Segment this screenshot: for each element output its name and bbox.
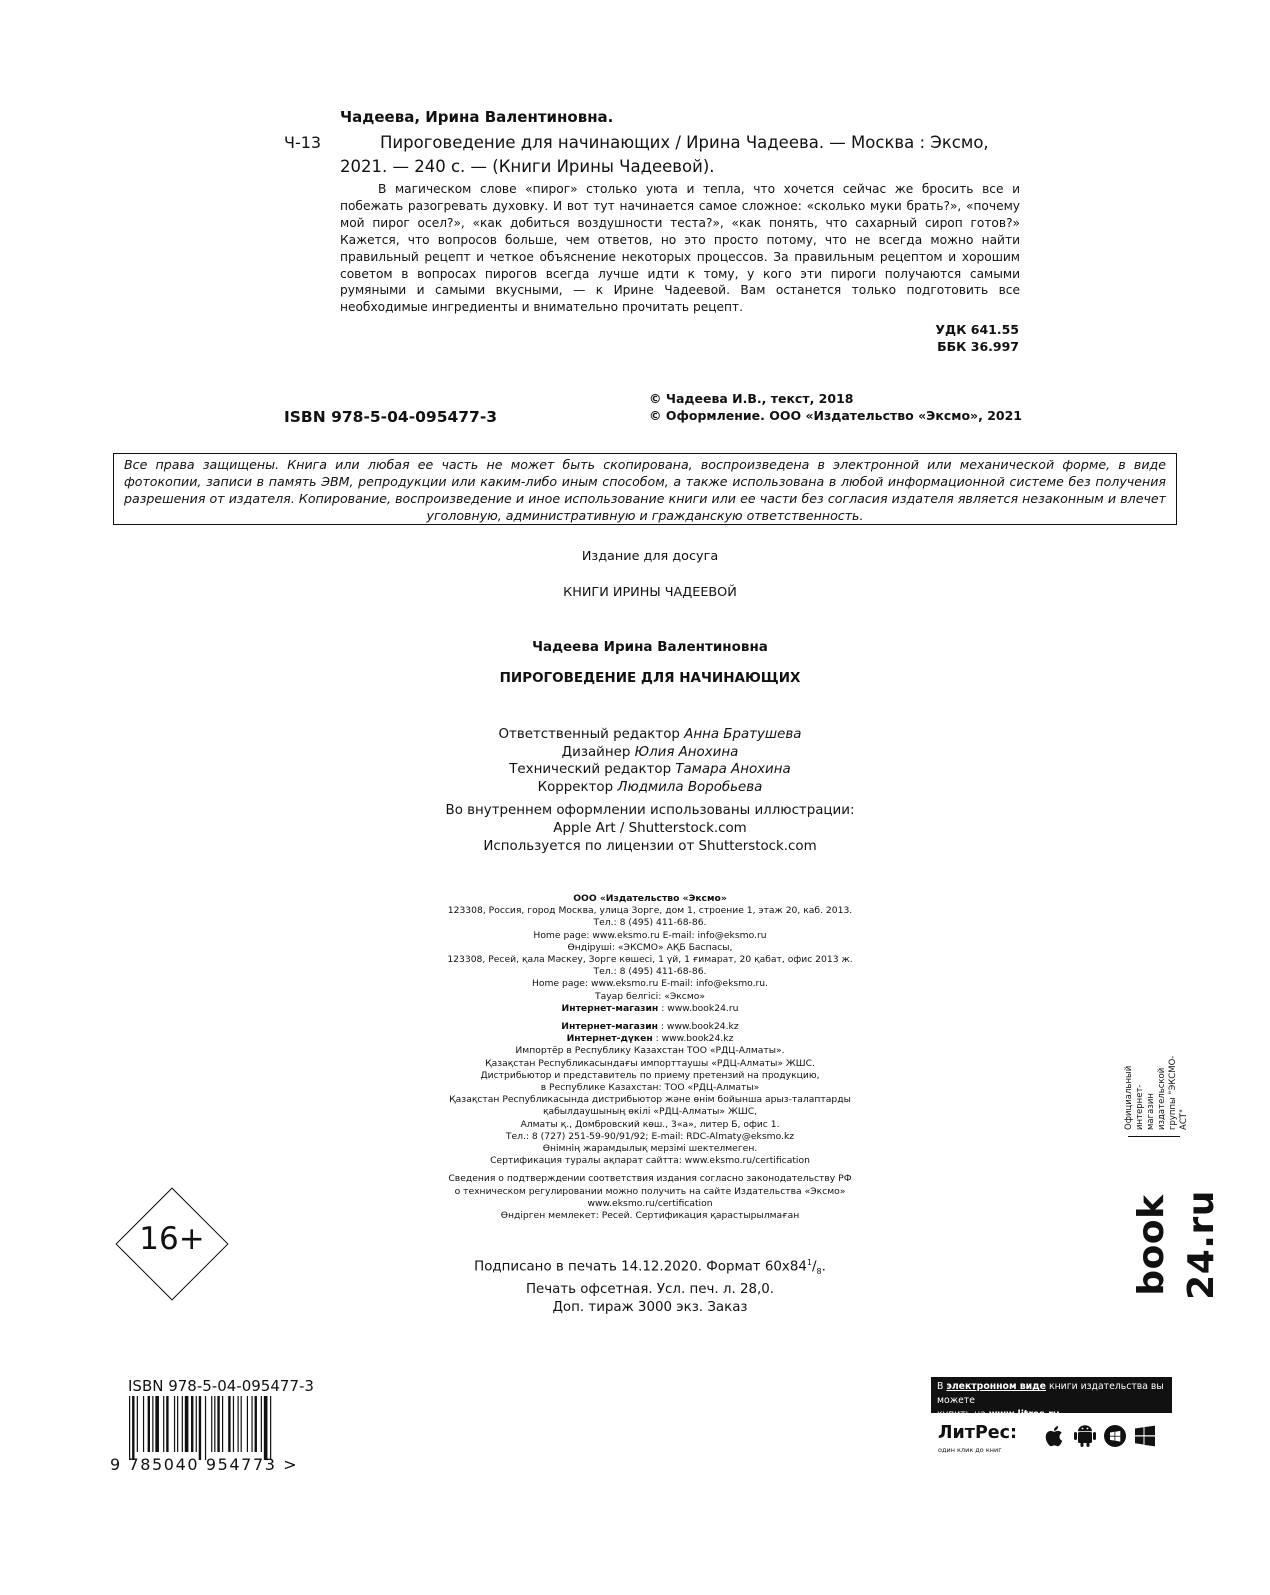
publisher-info	[0, 893, 1270, 1222]
barcode-bar	[241, 1396, 242, 1452]
staff-name: Анна Братушева	[684, 727, 802, 742]
publisher-line: Тауар белгісі: «Эксмо»	[594, 990, 706, 1002]
barcode-bar	[255, 1396, 257, 1452]
barcode-bar	[163, 1396, 164, 1452]
shop-line	[0, 1033, 1270, 1045]
barcode-bar	[261, 1396, 262, 1452]
print-line-1: Подписано в печать 14.12.2020. Формат $60x84^1/_8$.	[474, 1258, 826, 1277]
barcode-bar	[137, 1396, 138, 1452]
isbn-main: ISBN 978-5-04-095477-3	[284, 408, 498, 426]
litres-banner	[931, 1377, 1172, 1420]
staff-line	[0, 761, 1270, 779]
book24-divider	[1128, 1136, 1180, 1137]
barcode-bar	[148, 1396, 150, 1452]
android-icon	[1073, 1423, 1097, 1449]
apple-icon	[1043, 1423, 1067, 1449]
staff-role: Технический редактор	[509, 762, 672, 777]
barcode-bar	[211, 1396, 212, 1452]
staff-role: Ответственный редактор	[498, 727, 680, 742]
barcode-bar	[174, 1396, 175, 1452]
publisher-line: Өнімнің жарамдылық мерзімі шектелмеген.	[542, 1143, 758, 1155]
os-icons	[1043, 1423, 1173, 1455]
catalog-author: Чадеева, Ирина Валентиновна.	[340, 108, 614, 126]
publisher-line: www.eksmo.ru/certification	[587, 1197, 713, 1209]
catalog-code: Ч-13	[284, 133, 322, 152]
format-end: .	[821, 1259, 826, 1275]
staff-name: Людмила Воробьева	[617, 779, 763, 795]
shop-line	[0, 1003, 1270, 1015]
age-rating-text: 16+	[139, 1221, 205, 1257]
barcode-bar	[247, 1396, 248, 1452]
format-text: Подписано в печать 14.12.2020. Формат 60x84	[474, 1259, 807, 1275]
publisher-line: Өндіруші: «ЭКСМО» АҚБ Баспасы,	[567, 941, 733, 953]
staff-name: Юлия Анохина	[634, 744, 739, 760]
classification-codes	[935, 321, 1019, 355]
publisher-line: о техническом регулировании можно получить на сайте Издательства «Эксмо»	[454, 1185, 846, 1197]
age-rating-badge	[116, 1188, 228, 1300]
publisher-line: Дистрибьютор и представитель по приему претензий на продукцию,	[480, 1069, 820, 1081]
copyright-text: © Чадеева И.В., текст, 2018	[649, 391, 854, 406]
publisher-line: Импортёр в Республику Казахстан ТОО «РДЦ-Алматы».	[515, 1045, 785, 1057]
shop-label: Интернет-магазин	[561, 1021, 658, 1033]
barcode-digits: 9 785040 954773 >	[110, 1455, 299, 1474]
edition-type: Издание для досуга	[581, 549, 719, 564]
publisher-line: Home page: www.eksmo.ru E-mail: info@eksmo.ru	[533, 929, 767, 941]
litres-logo: ЛитРес:	[938, 1423, 1018, 1443]
format-sub: 8	[816, 1267, 822, 1277]
barcode-bar	[166, 1396, 168, 1452]
publisher-line: қабылдаушының өкілі «РДЦ-Алматы» ЖШС,	[542, 1106, 758, 1118]
banner-text: книги издательства вы можете	[937, 1381, 1164, 1406]
copyright-design: © Оформление. ООО «Издательство «Эксмо», 2021	[649, 408, 1022, 423]
barcode-bar	[264, 1396, 268, 1460]
format-sup: 1	[806, 1258, 812, 1267]
publisher-line: Тел.: 8 (727) 251-59-90/91/92; E-mail: RDC-Almaty@eksmo.kz	[505, 1130, 795, 1142]
publisher-line: Тел.: 8 (495) 411-68-86.	[593, 917, 707, 929]
catalog-abstract: В магическом слове «пирог» столько уюта и тепла, что хочется сейчас же бросить все и побежать разогревать духовку. И вот тут начинается самое сложное: «сколько муки брать?», «почему мой пирог осел?», «как добиться воздушности теста?», «как понять, что сахарный сироп готов?» Кажется, что вопросов больше, чем ответов, но это просто потому, что не всегда можно найти правильный рецепт и четкое объяснение некоторых процессов. За правильным рецептом и хорошим советом в вопросах пирогов всегда лучше идти к тому, у кого эти пироги получаются самыми румяными и самыми вкусными, — к Ирине Чадеевой. Вам останется только подготовить все необходимые ингредиенты и внимательно прочитать рецепт.	[340, 182, 1020, 315]
barcode-bar	[199, 1396, 201, 1460]
publisher-line: Қазақстан Республикасындағы импорттаушы «РДЦ-Алматы» ЖШС.	[485, 1057, 815, 1069]
barcode-bar	[222, 1396, 223, 1452]
book24-tagline: Официальный интернет-магазин издательской группы "ЭКСМО-АСТ"	[1124, 1055, 1189, 1130]
shop-url: : www.book24.ru	[658, 1002, 739, 1014]
publisher-line: 123308, Ресей, қала Мәскеу, Зорге көшесі, 1 үй, 1 ғимарат, 20 қабат, офис 2013 ж.	[447, 954, 853, 966]
publisher-line: Home page: www.eksmo.ru E-mail: info@eksmo.ru.	[531, 978, 769, 990]
rights-notice: Все права защищены. Книга или любая ее часть не может быть скопирована, воспроизведена в электронной или механической форме, в виде фотокопии, записи в память ЭВМ, репродукции или каким-либо иным способом, а также использована в любой информационной системе без получения разрешения от издателя. Копирование, воспроизведение и иное использование книги или ее части без согласия издателя является незаконным и влечет уголовную, административную и гражданскую ответственность.	[113, 453, 1177, 525]
publisher-name: ООО «Издательство «Эксмо»	[573, 893, 727, 904]
catalog-title	[340, 131, 1020, 179]
print-line-3: Доп. тираж 3000 экз. Заказ	[552, 1300, 748, 1316]
illustration-line: Apple Art / Shutterstock.com	[553, 821, 747, 836]
shop-label: Интернет-магазин	[561, 1002, 659, 1014]
staff-role: Корректор	[537, 779, 614, 795]
staff-credits	[0, 726, 1270, 796]
book24-logo: book 24.ru	[1131, 1190, 1222, 1300]
barcode-bar	[152, 1396, 153, 1452]
catalog-title-line1: Пироговедение для начинающих / Ирина Чадеева. — Москва : Эксмо,	[380, 133, 989, 152]
barcode-bar	[177, 1396, 178, 1452]
barcode-bar	[205, 1396, 206, 1460]
barcode-bar	[214, 1396, 215, 1452]
barcode-bar	[233, 1396, 234, 1452]
barcode-isbn: ISBN 978-5-04-095477-3	[128, 1377, 314, 1395]
publisher-lines-a	[0, 905, 1270, 1003]
edition-title: ПИРОГОВЕДЕНИЕ ДЛЯ НАЧИНАЮЩИХ	[499, 670, 801, 686]
barcode-image	[127, 1396, 327, 1460]
barcode-bar	[196, 1396, 197, 1452]
publisher-line: Сертификация туралы ақпарат сайтта: www.eksmo.ru/certification	[490, 1155, 810, 1167]
litres-slogan: один клик до книг	[938, 1446, 1002, 1454]
publisher-line: Тел.: 8 (495) 411-68-86.	[593, 966, 707, 978]
staff-line	[0, 779, 1270, 797]
publisher-line: 123308, Россия, город Москва, улица Зорге, дом 1, строение 1, этаж 20, каб. 2013.	[447, 905, 853, 917]
publisher-line: Алматы қ., Домбровский көш., 3«а», литер Б, офис 1.	[520, 1118, 780, 1130]
edition-author: Чадеева Ирина Валентиновна	[532, 639, 768, 655]
catalog-title-line2: 2021. — 240 с. — (Книги Ирины Чадеевой).	[340, 157, 715, 176]
banner-emphasis: электронном виде	[946, 1381, 1046, 1392]
barcode-bar	[143, 1396, 144, 1452]
shop-url: : www.book24.kz	[658, 1021, 739, 1033]
staff-name: Тамара Анохина	[675, 762, 791, 777]
shop-label: Интернет-дүкен	[566, 1033, 653, 1045]
banner-text: купить на	[937, 1409, 989, 1420]
barcode-bar	[129, 1396, 130, 1460]
bbk-code: ББК 36.997	[937, 339, 1019, 354]
udk-code: УДК 641.55	[935, 322, 1019, 337]
staff-role: Дизайнер	[561, 744, 631, 760]
banner-text: В	[937, 1381, 947, 1392]
illustration-line: Во внутреннем оформлении использованы иллюстрации:	[445, 803, 855, 818]
publisher-line: Өндірген мемлекет: Ресей. Сертификация қарастырылмаған	[500, 1210, 800, 1222]
illustration-line: Используется по лицензии от Shutterstock.com	[483, 839, 817, 854]
barcode-bar	[182, 1396, 183, 1452]
barcode-bar	[132, 1396, 134, 1460]
windows-icon	[1133, 1423, 1157, 1449]
barcode-bar	[185, 1396, 189, 1452]
publisher-line: Қазақстан Республикасында дистрибьютор және өнім бойынша арыз-талаптарды	[449, 1094, 851, 1106]
shop-url: : www.book24.kz	[652, 1033, 734, 1045]
barcode-bar	[155, 1396, 159, 1452]
barcode-bar	[251, 1396, 252, 1452]
series-name: КНИГИ ИРИНЫ ЧАДЕЕВОЙ	[563, 585, 737, 600]
publisher-lines-b	[0, 1045, 1270, 1167]
staff-line	[0, 744, 1270, 762]
publisher-line: Сведения о подтверждении соответствия издания согласно законодательству РФ	[448, 1173, 852, 1185]
barcode-bar	[228, 1396, 230, 1452]
windows-phone-icon	[1103, 1423, 1127, 1449]
book24-block	[1120, 1040, 1222, 1320]
barcode-bar	[270, 1396, 271, 1460]
illustration-credits	[0, 802, 1270, 856]
barcode-bar	[217, 1396, 219, 1452]
print-line-2: Печать офсетная. Усл. печ. л. 28,0.	[525, 1282, 775, 1298]
barcode-bar	[238, 1396, 239, 1452]
litres-url: www.litres.ru	[988, 1409, 1060, 1420]
barcode-bar	[191, 1396, 193, 1452]
copyright-block	[649, 390, 1022, 424]
shop-line	[0, 1021, 1270, 1033]
publisher-line: в Республике Казахстан: ТОО «РДЦ-Алматы»	[540, 1082, 760, 1094]
staff-line	[0, 726, 1270, 744]
